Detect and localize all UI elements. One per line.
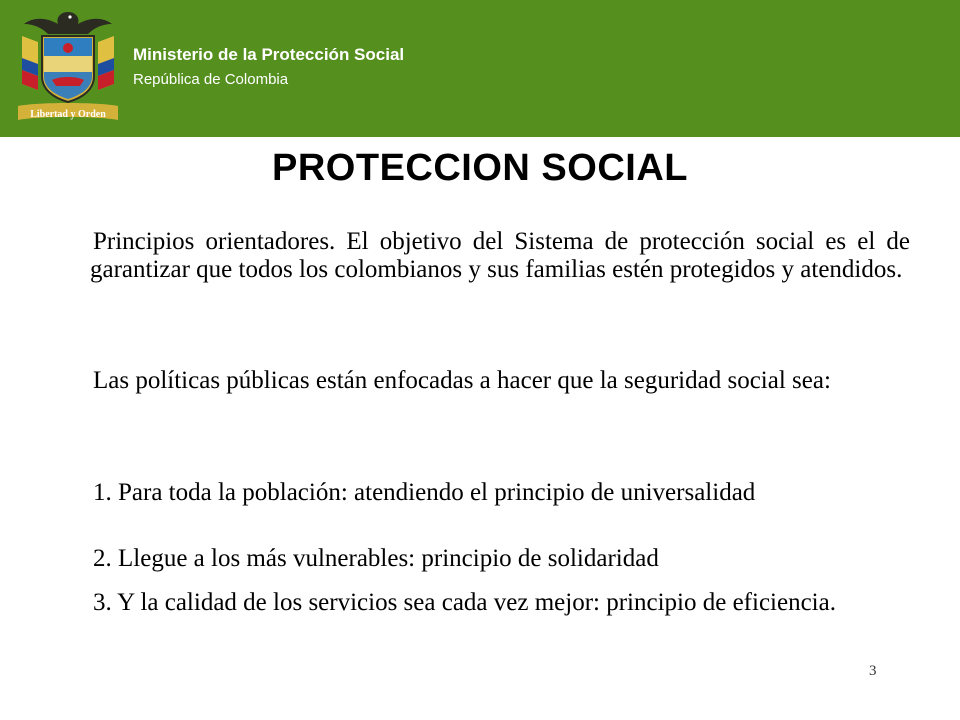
list-item-solidarity: 2. Llegue a los más vulnerables: principio de solidaridad [93, 545, 659, 572]
list-item-universality: 1. Para toda la población: atendiendo el principio de universalidad [93, 479, 756, 506]
slide-title: PROTECCION SOCIAL [272, 147, 688, 189]
motto-text: Libertad y Orden [30, 109, 106, 120]
list-item-efficiency: 3. Y la calidad de los servicios sea cada vez mejor: principio de eficiencia. [93, 589, 836, 616]
paragraph-policies: Las políticas públicas están enfocadas a hacer que la seguridad social sea: [93, 367, 831, 394]
page-number: 3 [869, 663, 877, 679]
ministry-name: Ministerio de la Protección Social [133, 45, 405, 64]
country-name: República de Colombia [133, 71, 289, 88]
paragraph-principles: Principios orientadores. El objetivo del Sistema de protección social es el de garantizar que todos los colombianos y sus familias estén protegidos y atendidos. [90, 228, 910, 283]
header-banner [0, 0, 960, 137]
colombia-coat-of-arms-icon [8, 6, 128, 130]
